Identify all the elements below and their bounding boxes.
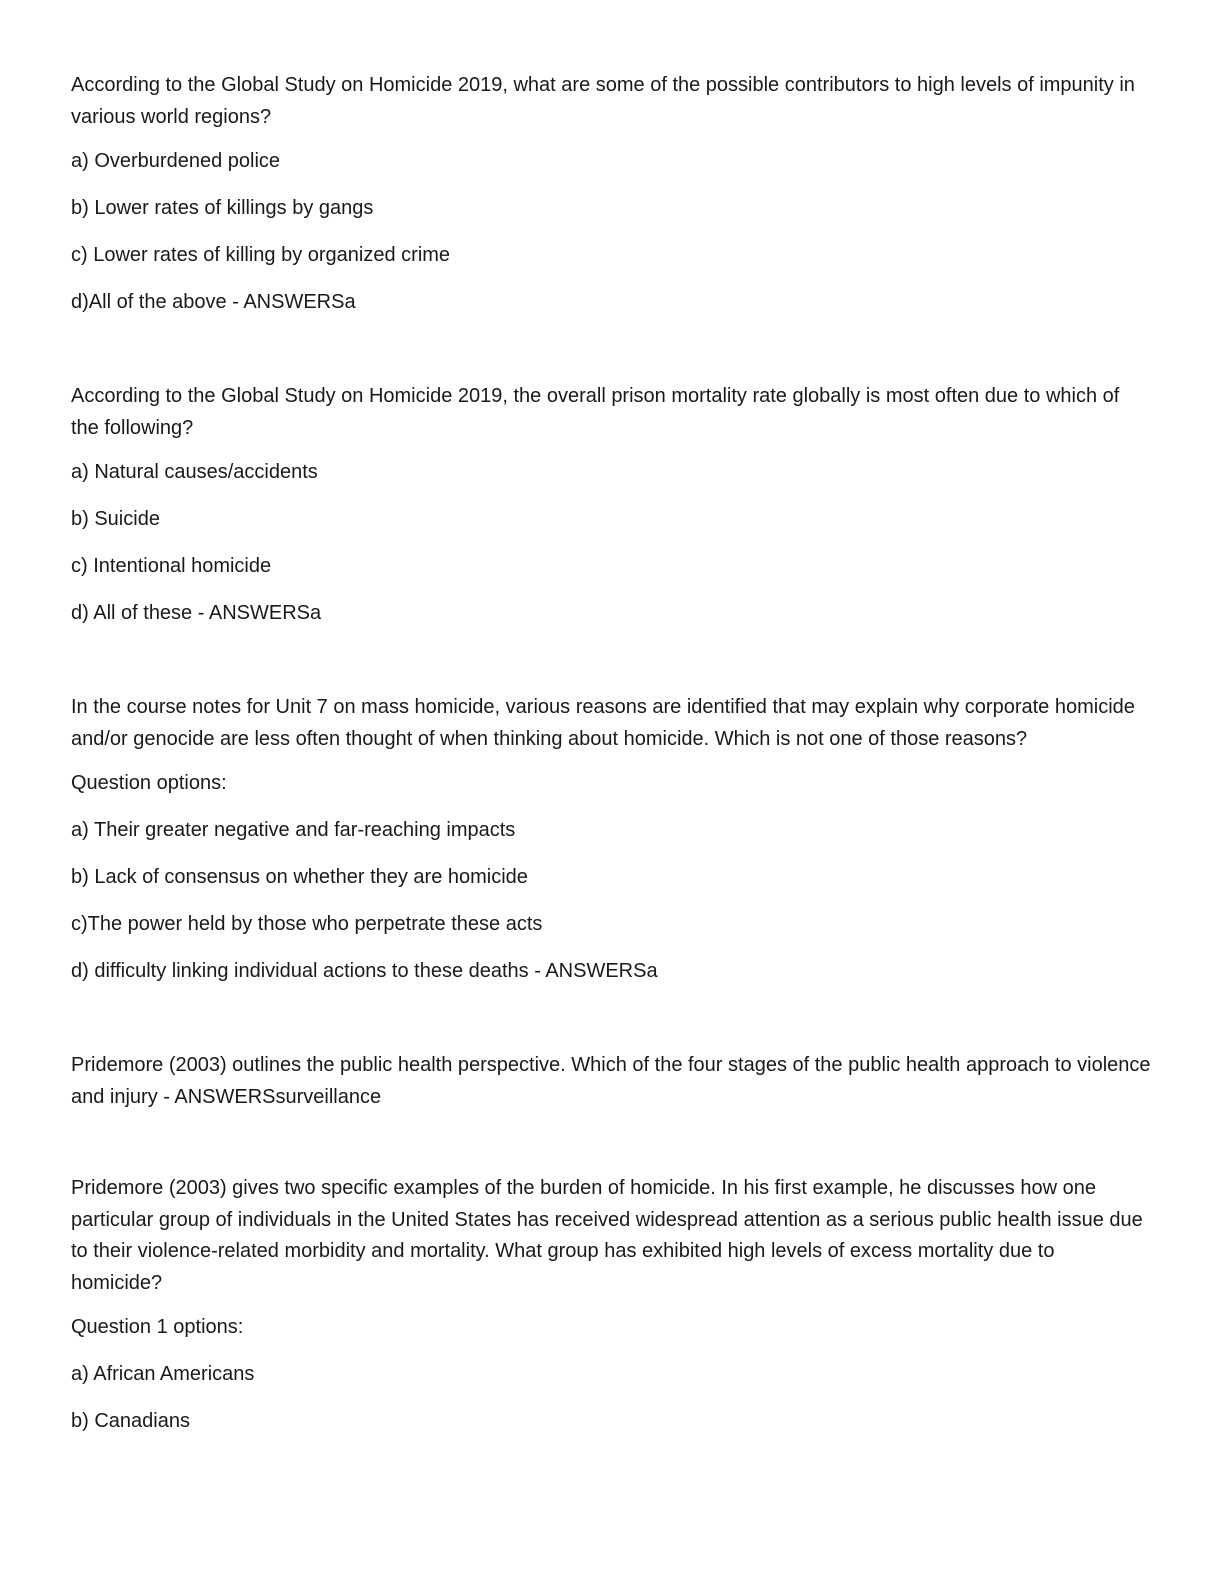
answer-option: c) Lower rates of killing by organized crime [71,244,451,266]
document-page [71,70,1151,1453]
question-stem: In the course notes for Unit 7 on mass homicide, various reasons are identified that may explain why corporate homicide and/or genocide are less often thought of when thinking about homicide. Which is not one of those reasons? [71,696,1135,750]
answer-option: d) difficulty linking individual actions to these deaths - ANSWERSa [71,960,658,982]
question-block [71,1173,1151,1438]
answer-option: b) Lower rates of killings by gangs [71,197,374,219]
answer-option: b) Suicide [71,508,160,530]
answer-option: b) Canadians [71,1410,190,1432]
options-label: Question 1 options: [71,1316,244,1338]
answer-option: a) Their greater negative and far-reaching impacts [71,819,516,841]
question-stem: According to the Global Study on Homicide 2019, the overall prison mortality rate globally is most often due to which of the following? [71,385,1120,439]
options-label: Question options: [71,772,227,794]
spacer [71,1126,1151,1173]
answer-option: a) African Americans [71,1363,255,1385]
answer-option: a) Natural causes/accidents [71,461,318,483]
question-block [71,70,1151,319]
question-block [71,692,1151,988]
question-stem: Pridemore (2003) gives two specific examples of the burden of homicide. In his first example, he discusses how one particular group of individuals in the United States has received widespread attention as a serious public health issue due to their violence-related morbidity and mortality. What group has exhibited high levels of excess mortality due to homicide? [71,1177,1143,1294]
answer-option: d)All of the above - ANSWERSa [71,291,356,313]
answer-option: c) Intentional homicide [71,555,272,577]
question-block [71,381,1151,630]
spacer [71,1003,1151,1050]
question-stem: Pridemore (2003) outlines the public health perspective. Which of the four stages of the public health approach to violence and injury - ANSWERSsurveillance [71,1054,1151,1108]
answer-option: a) Overburdened police [71,150,281,172]
answer-option: c)The power held by those who perpetrate these acts [71,913,543,935]
spacer [71,645,1151,692]
question-block [71,1050,1151,1113]
spacer [71,334,1151,381]
question-stem: According to the Global Study on Homicide 2019, what are some of the possible contributors to high levels of impunity in various world regions? [71,74,1135,128]
answer-option: b) Lack of consensus on whether they are homicide [71,866,528,888]
answer-option: d) All of these - ANSWERSa [71,602,322,624]
